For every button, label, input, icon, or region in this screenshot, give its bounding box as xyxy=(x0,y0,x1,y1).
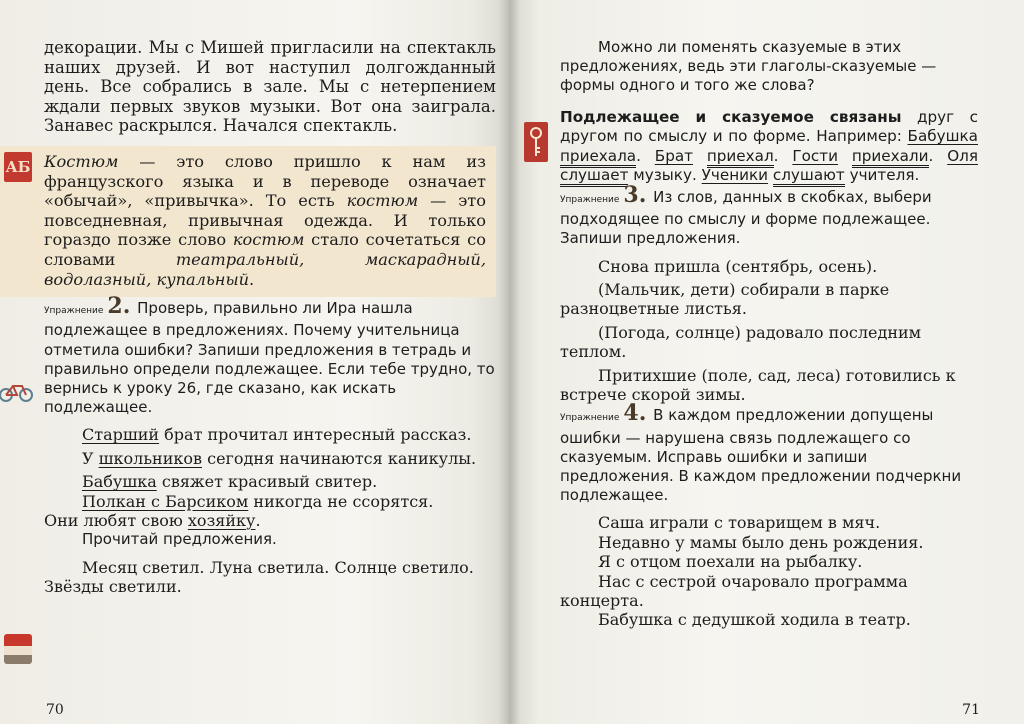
sentence: Я с отцом поехали на рыбалку. xyxy=(598,552,863,572)
right-column xyxy=(560,38,978,630)
exercise-2-sentences xyxy=(44,425,496,530)
exercise-label: Упражнение xyxy=(560,413,620,424)
sentence: (Погода, солнце) радовало последним теплом. xyxy=(560,322,922,362)
exercise-2 xyxy=(44,293,496,417)
exercise-3-text: Из слов, данных в скобках, выбери подходящее по смыслу и форме подлежащее. Запиши предложения. xyxy=(560,187,932,248)
sentence: (Мальчик, дети) собирали в парке разноцветные листья. xyxy=(560,280,890,319)
etymology-note xyxy=(0,146,496,297)
sentence: Снова пришла (сентябрь, осень). xyxy=(598,256,878,276)
exercise-4-text: В каждом предложении допущены ошибки — нарушена связь подлежащего со сказуемым. Исправь ошибки и запиши предложения. В каждом предложении подчеркни подлежащее. xyxy=(560,406,962,505)
page-number: 70 xyxy=(46,702,64,718)
exercise-3 xyxy=(560,181,978,249)
bicycle-icon xyxy=(0,382,34,402)
sentence: Бабушка с дедушкой ходила в театр. xyxy=(598,610,911,630)
etymology-text: Костюм — это слово пришло к нам из французского языка и в переводе означает «обычай», «привычка». То есть костюм — это повседневная, привычная одежда. И только гораздо позже слово костюм стало сочетаться со словами театральный, маскарадный, водолазный, купальный. xyxy=(44,151,486,289)
exercise-number: 3. xyxy=(623,181,647,208)
intro-paragraph: декорации. Мы с Мишей пригласили на спектакль наших друзей. И вот наступил долгожданный день. Все собрались в зале. Мы с нетерпением ждали первых звуков музыки. Вот она заиграла. Занавес раскрылся. Начался спектакль. xyxy=(44,38,496,136)
exercise-number: 2. xyxy=(107,293,131,320)
sentence: Нас с сестрой очаровало программа концерта. xyxy=(560,571,908,611)
exercise-2-text: Проверь, правильно ли Ира нашла подлежащее в предложениях. Почему учительница отметила ошибки? Запиши предложения в тетрадь и правильно определи подлежащее. Если тебе трудно, то вернись к уроку 26, где сказано, как искать подлежащее. xyxy=(44,299,495,417)
page-number: 71 xyxy=(962,702,980,718)
exercise-label: Упражнение xyxy=(44,306,104,317)
sentence: Притихшие (поле, сад, леса) готовились к встрече скорой зимы. xyxy=(560,365,956,405)
exercise-4 xyxy=(560,400,978,505)
key-icon xyxy=(524,122,548,162)
sentence: Они любят свою хозяйку. xyxy=(44,510,261,530)
book-gutter xyxy=(498,0,520,724)
exercise-4-sentences xyxy=(560,513,978,629)
page-71 xyxy=(508,0,1024,724)
sentence: Саша играли с товарищем в мяч. xyxy=(598,513,881,533)
page-70 xyxy=(0,0,508,724)
rule-heading: Подлежащее и сказуемое связаны xyxy=(560,107,902,126)
read-task-title: Прочитай предложения. xyxy=(82,530,277,549)
note-word-kostyum: Костюм xyxy=(44,151,119,171)
alphabet-book-icon: АБ xyxy=(4,152,32,182)
sentence: Старший брат прочитал интересный рассказ. xyxy=(82,425,472,445)
left-column xyxy=(5,38,496,596)
sentence: Полкан с Барсиком никогда не ссорятся. xyxy=(82,491,434,511)
sentence: У школьников сегодня начинаются каникулы. xyxy=(82,448,477,468)
rule-text: Подлежащее и сказуемое связаны друг с другом по смыслу и по форме. Например: Бабушка приехала. Брат приехал. Гости приехали. Оля слушает музыку. Ученики слушают учителя. xyxy=(560,108,978,186)
sentence: Недавно у мамы было день рождения. xyxy=(598,532,924,552)
reading-icon xyxy=(4,634,32,664)
exercise-label: Упражнение xyxy=(560,194,620,205)
question-paragraph: Можно ли поменять сказуемые в этих предложениях, ведь эти глаголы-сказуемые — формы одного и того же слова? xyxy=(560,38,937,95)
exercise-number: 4. xyxy=(623,400,647,427)
rule-block xyxy=(560,108,978,186)
read-task-text: Месяц светил. Луна светила. Солнце светило. Звёзды светили. xyxy=(44,557,474,596)
sentence: Бабушка свяжет красивый свитер. xyxy=(82,472,378,492)
exercise-3-sentences xyxy=(560,257,978,405)
